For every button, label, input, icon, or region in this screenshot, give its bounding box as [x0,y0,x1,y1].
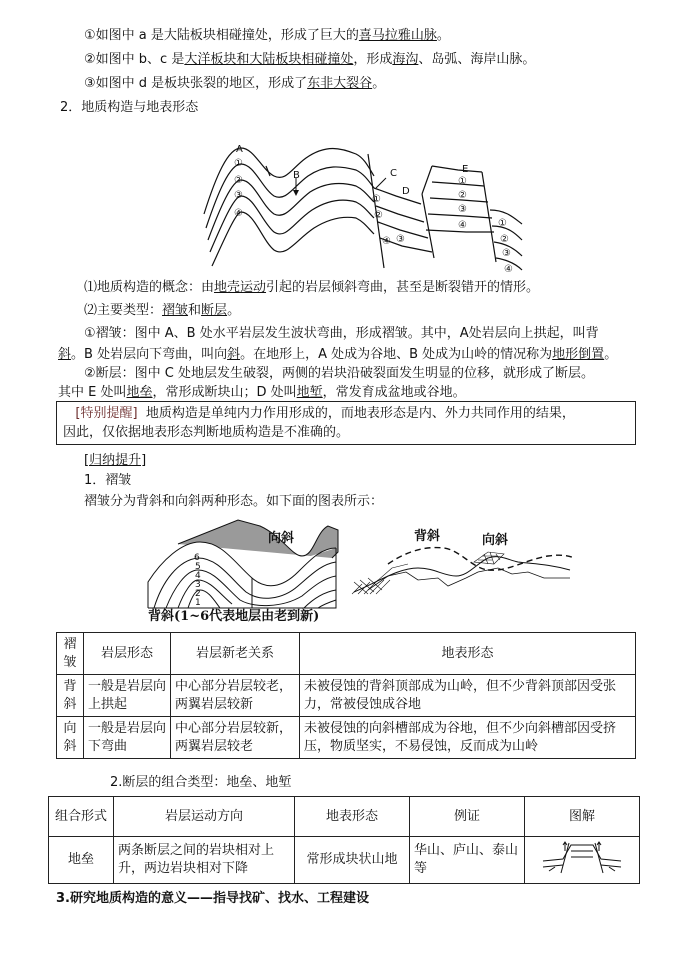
table-cell: 中心部分岩层较老，两翼岩层较新 [171,675,300,717]
table-cell: 一般是岩层向上拱起 [84,675,171,717]
table-row [57,717,636,759]
label-syncline: 向斜 [268,531,295,546]
underlined-term: 断层 [201,303,228,318]
fold-fault-diagram [196,136,536,278]
label-A: A [236,144,243,155]
summary-sub-1: 1．褶皱 [84,473,132,488]
diagram-caption: 背斜(1~6代表地层由老到新) [148,609,320,624]
underlined-term: 海沟 [392,52,419,67]
table-header-cell: 岩层新老关系 [171,633,300,675]
table-header-cell: 褶皱 [57,633,84,675]
table-cell: 中心部分岩层较新，两翼岩层较老 [171,717,300,759]
section-2-heading: 2．地质构造与地表形态 [60,100,199,115]
layer-num: 1 [195,598,201,608]
text: 。在地形上，A 处成为谷地、B 处成为山岭的情况称为 [240,347,553,362]
layer-num: ③ [458,204,467,215]
text: 。B 处岩层向下弯曲，叫向 [71,347,228,362]
text: 。 [227,303,241,318]
table-header-cell: 图解 [525,797,640,837]
table-header-cell: 地表形态 [295,797,410,837]
label-C: C [390,168,397,179]
concept-line [84,279,539,297]
table-row [49,837,640,884]
underlined-term: 地壳运动 [214,280,267,295]
layer-num: ④ [234,208,243,219]
table-row [57,675,636,717]
layer-num: 6 [194,553,200,563]
text: ，形成 [353,52,393,67]
table-header-cell: 岩层形态 [84,633,171,675]
plate-line-1 [84,27,450,45]
special-reminder-box [56,401,636,445]
layer-num: ④ [504,264,513,275]
fold-line-1: ①褶皱：图中 A、B 处水平岩层发生波状弯曲，形成褶皱。其中，A处岩层向上拱起，叫背 [84,326,599,341]
underlined-term: 东非大裂谷 [307,76,373,91]
summary-heading: [归纳提升] [84,453,147,468]
table-header-row [57,633,636,675]
layer-num: ③ [234,190,243,201]
underlined-term: 大洋板块和大陆板块相碰撞处 [184,52,354,67]
text: 。 [604,347,618,362]
note-text: 地质构造是单纯内力作用形成的，而地表形态是内、外力共同作用的结果， [145,406,575,421]
underlined-term: 斜 [58,347,72,362]
text: 。 [436,28,450,43]
layer-num: ① [458,176,467,187]
table-cell: 两条断层之间的岩块相对上升，两边岩块相对下降 [114,837,295,884]
table-cell: 未被侵蚀的背斜顶部成为山岭，但不少背斜顶部因受张力，常被侵蚀成谷地 [300,675,636,717]
layer-num: ③ [502,248,511,259]
layer-num: 5 [195,562,201,572]
fault-line-1: ②断层：图中 C 处地层发生破裂，两侧的岩块沿破裂面发生明显的位移，就形成了断层。 [84,366,594,381]
underlined-term: 喜马拉雅山脉 [358,28,437,43]
table-cell: 常形成块状山地 [295,837,410,884]
layer-num: 2 [195,589,201,599]
layer-num: ① [498,218,507,229]
table-cell: 向斜 [57,717,84,759]
types-line [84,302,240,320]
section-3-heading: 3.研究地质构造的意义——指导找矿、找水、工程建设 [56,891,369,906]
note-tag: [特别提醒] [75,406,138,421]
horst-diagram [539,837,625,877]
layer-num: ③ [396,234,405,245]
underlined-term: 地形倒置 [552,347,605,362]
summary-intro: 褶皱分为背斜和向斜两种形态。如下面的图表所示： [84,494,384,509]
text: ，常发育成盆地或谷地。 [322,385,466,400]
layer-num: 4 [195,571,201,581]
text: ⑴地质构造的概念：由 [84,280,215,295]
label-D: D [402,186,410,197]
table-header-cell: 岩层运动方向 [114,797,295,837]
table-cell: 华山、庐山、泰山等 [410,837,525,884]
fold-line-2 [58,346,617,364]
layer-num: 3 [195,580,201,590]
table-cell [525,837,640,884]
underlined-term: 地垒 [126,385,153,400]
fault-section-heading: 2.断层的组合类型：地垒、地堑 [110,775,292,790]
text: ⑵主要类型： [84,303,163,318]
table-header-cell: 地表形态 [300,633,636,675]
layer-num: ① [372,194,381,205]
table-header-cell: 组合形式 [49,797,114,837]
anticline-block-diagram [142,512,342,610]
text: 。 [372,76,386,91]
underlined-term: 地堑 [296,385,323,400]
layer-num: ① [234,158,243,169]
text: ②如图中 b、c 是 [84,52,185,67]
layer-num: ② [500,234,509,245]
fault-line-2 [58,384,466,402]
table-header-row [49,797,640,837]
text: 、岛弧、海岸山脉。 [418,52,536,67]
text: ③如图中 d 是板块张裂的地区，形成了 [84,76,308,91]
label-anticline: 背斜 [414,529,441,544]
table-cell: 未被侵蚀的向斜槽部成为谷地，但不少向斜槽部因受挤压，物质坚实，不易侵蚀，反而成为山岭 [300,717,636,759]
fold-table [56,632,636,759]
table-header-cell: 例证 [410,797,525,837]
plate-line-2 [84,51,535,69]
table-cell: 背斜 [57,675,84,717]
plate-line-3 [84,75,385,93]
label-syncline: 向斜 [482,533,509,548]
layer-num: ② [234,175,243,186]
note-line-2: 因此，仅依据地表形态判断地质构造是不准确的。 [63,425,350,440]
anticline-syncline-landscape [348,520,578,600]
note-line-1 [63,404,629,423]
label-E: E [462,164,469,175]
text: ①如图中 a 是大陆板块相碰撞处，形成了巨大的 [84,28,359,43]
label-B: B [293,170,300,181]
underlined-term: 褶皱 [162,303,189,318]
text: 引起的岩层倾斜弯曲，甚至是断裂错开的情形。 [266,280,540,295]
text: 其中 E 处叫 [58,385,127,400]
table-cell: 地垒 [49,837,114,884]
table-cell: 一般是岩层向下弯曲 [84,717,171,759]
layer-num: ② [458,190,467,201]
underlined-term: 斜 [227,347,241,362]
layer-num: ④ [458,220,467,231]
layer-num: ② [374,210,383,221]
text: 和 [188,303,202,318]
text: ，常形成断块山；D 处叫 [152,385,297,400]
layer-num: ④ [382,236,391,247]
fault-table [48,796,640,884]
